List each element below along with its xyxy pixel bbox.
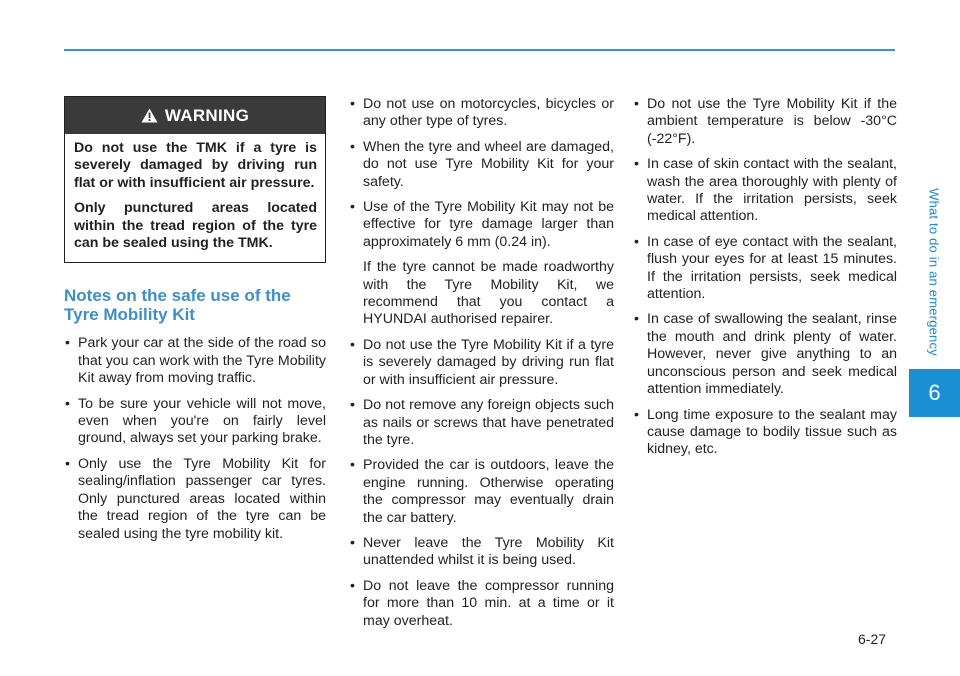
section-heading: Notes on the safe use of the Tyre Mobility Kit: [64, 286, 291, 325]
list-item: • Never leave the Tyre Mobility Kit unattended whilst it is being used.: [349, 535, 614, 570]
list-item: • When the tyre and wheel are damaged, do not use Tyre Mobility Kit for your safety.: [349, 139, 614, 191]
section-title-text: What to do in an emergency: [926, 188, 942, 356]
page-number: 6-27: [858, 631, 887, 647]
section-side-title: [919, 172, 949, 372]
bullet-list-col3: [633, 96, 897, 459]
list-item: • Only use the Tyre Mobility Kit for sealing/inflation passenger car tyres. Only punctured areas located within the tread region of the tyre can be sealed using the tyre mobility kit.: [64, 456, 326, 543]
list-item-text: Use of the Tyre Mobility Kit may not be effective for tyre damage larger than approximately 6 mm (0.24 in).: [363, 199, 614, 250]
list-item: • Do not use on motorcycles, bicycles or any other type of tyres.: [349, 96, 614, 131]
warning-header: [65, 97, 325, 134]
list-item: • In case of swallowing the sealant, rinse the mouth and drink plenty of water. However, never give anything to an unconscious person and seek medical attention immediately.: [633, 311, 897, 398]
list-item: • Do not remove any foreign objects such as nails or screws that have penetrated the tyre.: [349, 397, 614, 449]
column-3: [633, 96, 897, 467]
chapter-tab: [909, 369, 960, 417]
list-item: • In case of skin contact with the sealant, wash the area thoroughly with plenty of water. If the irritation persists, seek medical attention.: [633, 156, 897, 226]
column-1: [64, 96, 326, 551]
warning-body: [65, 134, 325, 262]
list-item-followup: If the tyre cannot be made roadworthy with the Tyre Mobility Kit, we recommend that you contact a HYUNDAI authorised repairer.: [363, 259, 614, 328]
list-item: • Do not leave the compressor running for more than 10 min. at a time or it may overheat.: [349, 578, 614, 630]
list-item: • Do not use the Tyre Mobility Kit if the ambient temperature is below -30°C (-22°F).: [633, 96, 897, 148]
list-item: [349, 199, 614, 329]
list-item: • Provided the car is outdoors, leave the engine running. Otherwise operating the compressor may eventually drain the car battery.: [349, 457, 614, 527]
list-item: • Long time exposure to the sealant may cause damage to bodily tissue such as kidney, etc.: [633, 407, 897, 459]
chapter-number: 6: [928, 380, 941, 405]
warning-paragraph: Only punctured areas located within the tread region of the tyre can be sealed using the TMK.: [74, 200, 317, 252]
header-rule: [64, 49, 895, 51]
list-item: • Do not use the Tyre Mobility Kit if a tyre is severely damaged by driving run flat or with insufficient air pressure.: [349, 337, 614, 389]
list-item: • To be sure your vehicle will not move, even when you're on fairly level ground, always set your parking brake.: [64, 396, 326, 448]
bullet-list-col2: [349, 96, 614, 630]
warning-paragraph: Do not use the TMK if a tyre is severely damaged by driving run flat or with insufficient air pressure.: [74, 140, 317, 191]
list-item: • In case of eye contact with the sealant, flush your eyes for at least 15 minutes. If the irritation persists, seek medical attention.: [633, 234, 897, 304]
warning-box: [64, 96, 326, 263]
bullet-list-col1: [64, 335, 326, 542]
warning-title: WARNING: [164, 105, 250, 125]
warning-triangle-icon: [141, 108, 158, 123]
column-2: [349, 96, 614, 638]
list-item: • Park your car at the side of the road so that you can work with the Tyre Mobility Kit away from moving traffic.: [64, 335, 326, 387]
